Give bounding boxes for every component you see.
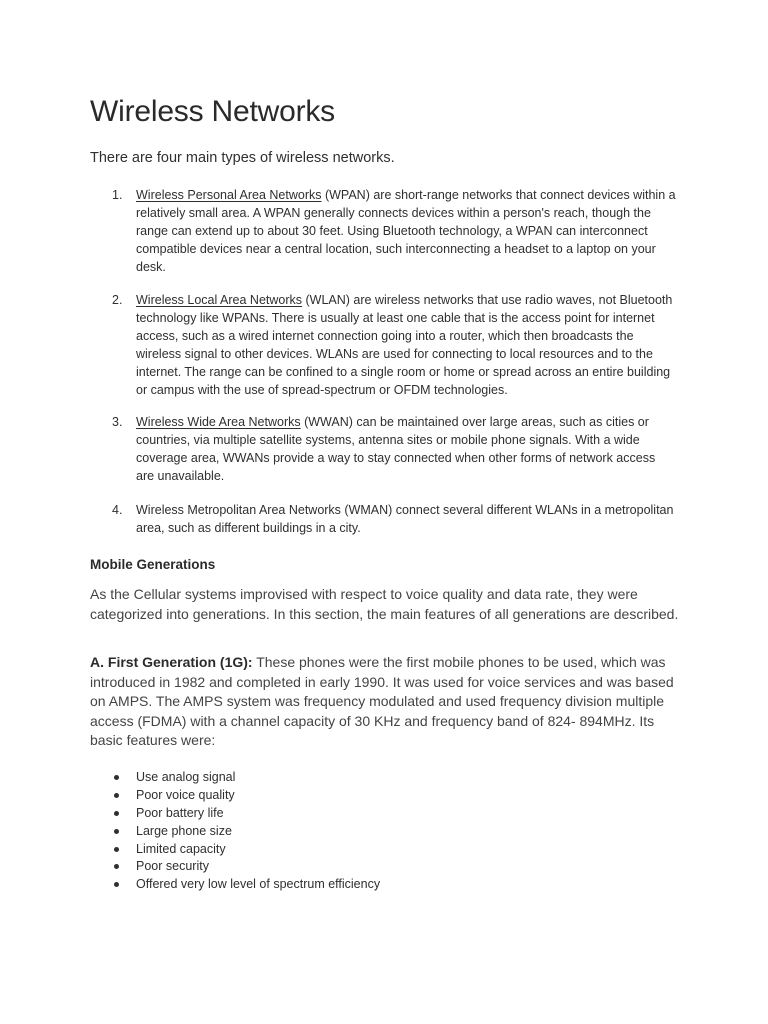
page-title: Wireless Networks: [90, 95, 335, 128]
bullet-icon: [114, 775, 119, 780]
list-item-text: [136, 413, 676, 485]
feature-text: Limited capacity: [136, 842, 226, 856]
list-item-body: (WWAN) can be maintained over large areas, such as cities or countries, via multiple satellite systems, antenna sites or mobile phone signals. With a wide coverage area, WWANs provide a way to stay connected when other forms of network access are unavailable.: [136, 415, 656, 483]
list-item-body: (WPAN) are short-range networks that connect devices within a relatively small area. A WPAN generally connects devices within a person's reach, though the range can extend up to about 30 feet. Using Bluetooth technology, a WPAN can interconnect compatible devices near a central location, such interconnecting a headset to a laptop on your desk.: [136, 188, 676, 274]
bullet-icon: [114, 847, 119, 852]
feature-text: Poor security: [136, 859, 209, 873]
first-generation-text: These phones were the first mobile phones to be used, which was introduced in 1982 and completed in early 1990. It was used for voice services and was based on AMPS. The AMPS system was frequency modulated and used frequency division multiple access (FDMA) with a channel capacity of 30 KHz and frequency band of 824- 894MHz. Its basic features were:: [90, 654, 674, 748]
list-item: [0, 875, 768, 893]
list-number: 1.: [112, 188, 123, 202]
wpan-link[interactable]: Wireless Personal Area Networks: [136, 188, 322, 202]
list-item: [0, 822, 768, 840]
list-number: 3.: [112, 415, 123, 429]
bullet-icon: [114, 829, 119, 834]
list-item: [0, 786, 768, 804]
intro-text: There are four main types of wireless networks.: [90, 150, 395, 166]
bullet-icon: [114, 793, 119, 798]
list-number: 4.: [112, 503, 123, 517]
list-item-body: Wireless Metropolitan Area Networks (WMAN) connect several different WLANs in a metropolitan area, such as different buildings in a city.: [136, 503, 674, 535]
bullet-icon: [114, 882, 119, 887]
first-generation-paragraph: [90, 653, 690, 751]
list-item: [0, 804, 768, 822]
list-item-body: (WLAN) are wireless networks that use radio waves, not Bluetooth technology like WPANs. There is usually at least one cable that is the access point for internet access, such as a wired internet connection going into a router, which then broadcasts the wireless signal to other devices. WLANs are used for connecting to local resources and to the internet. The range can be confined to a single room or home or spread across an entire building or campus with the use of spread-spectrum or OFDM technologies.: [136, 293, 673, 397]
list-item: [0, 768, 768, 786]
bullet-icon: [114, 864, 119, 869]
list-item-text: [136, 501, 676, 537]
list-item-text: [136, 186, 676, 276]
wwan-link[interactable]: Wireless Wide Area Networks: [136, 415, 301, 429]
section-heading: Mobile Generations: [90, 557, 216, 572]
wlan-link[interactable]: Wireless Local Area Networks: [136, 293, 303, 307]
list-item: [0, 840, 768, 858]
list-item-text: [136, 291, 676, 399]
feature-text: Large phone size: [136, 824, 232, 838]
feature-text: Poor voice quality: [136, 788, 235, 802]
list-number: 2.: [112, 293, 123, 307]
generations-intro: As the Cellular systems improvised with respect to voice quality and data rate, they were categorized into generations. In this section, the main features of all generations are described.: [90, 586, 679, 622]
feature-text: Poor battery life: [136, 806, 224, 820]
feature-text: Offered very low level of spectrum efficiency: [136, 877, 381, 891]
list-item: [0, 857, 768, 875]
bullet-icon: [114, 811, 119, 816]
feature-text: Use analog signal: [136, 770, 236, 784]
first-generation-label: A. First Generation (1G):: [90, 654, 253, 670]
